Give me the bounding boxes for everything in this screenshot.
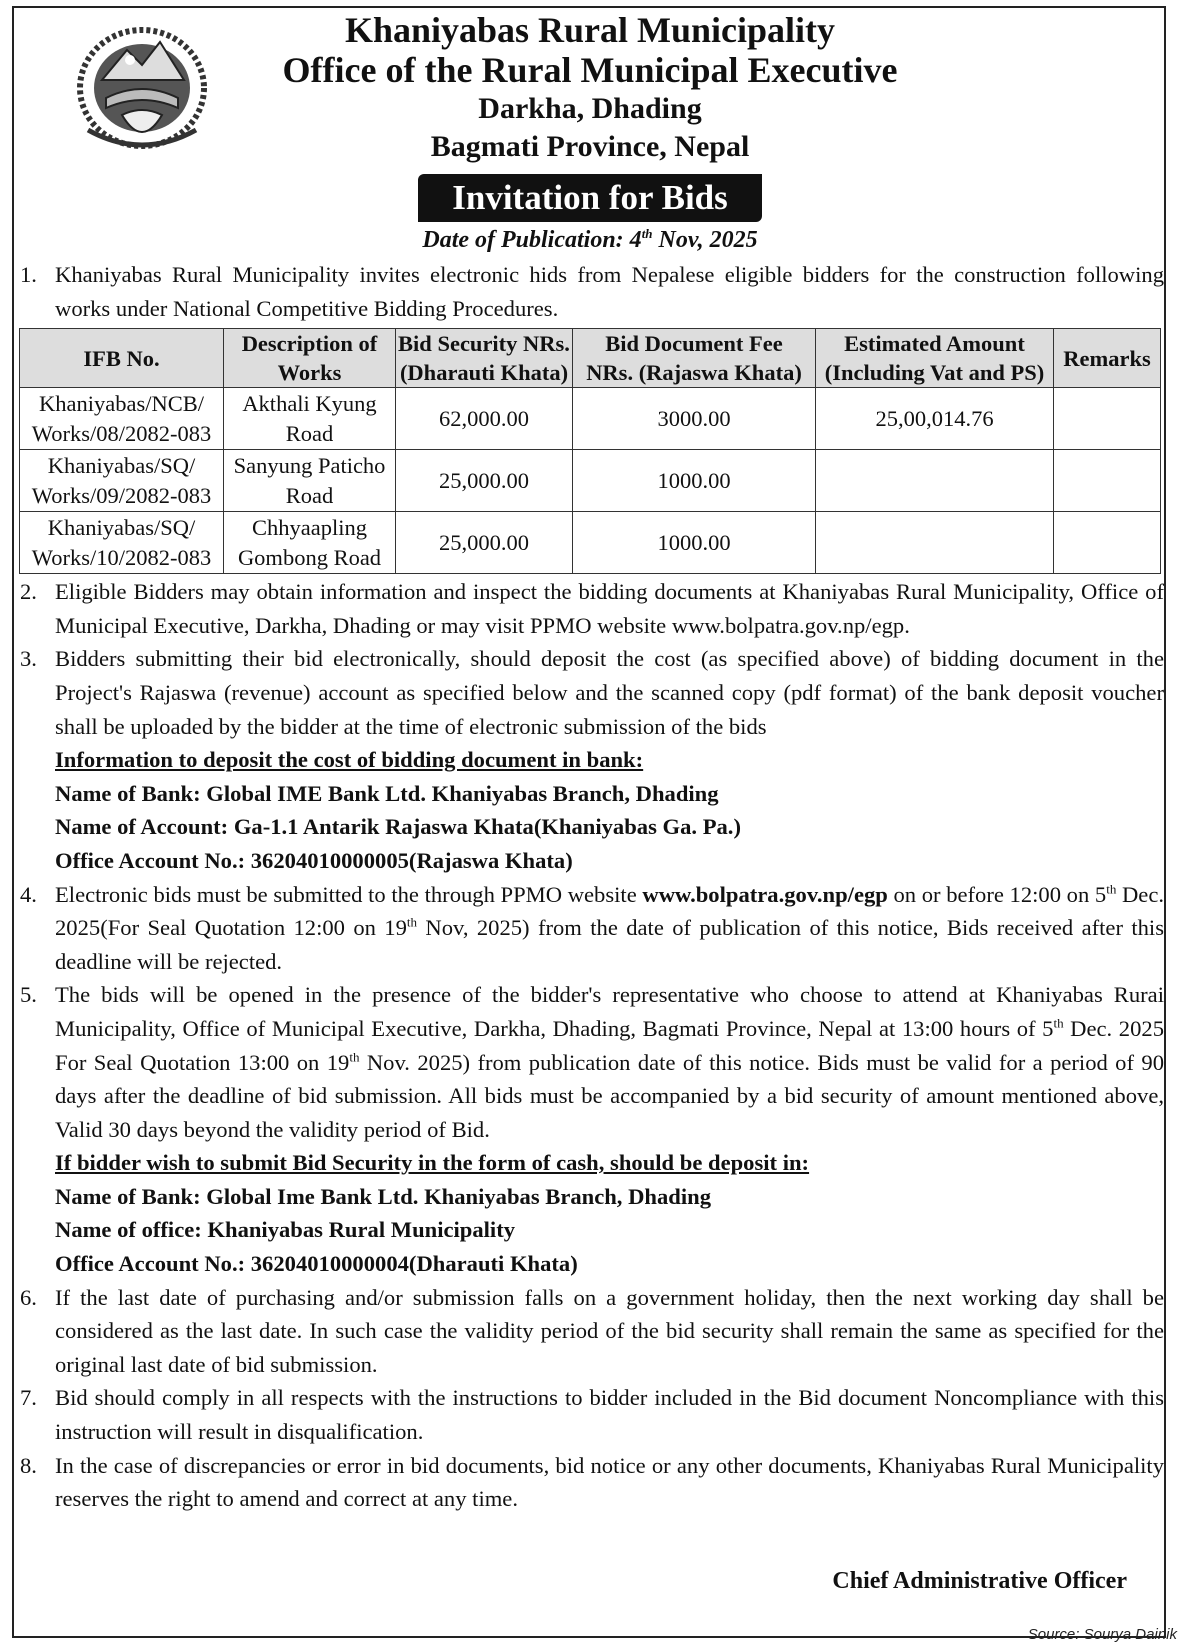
- cell-security: 25,000.00: [396, 450, 573, 512]
- cell-security: 62,000.00: [396, 388, 573, 450]
- cell-ifb: Khaniyabas/SQ/ Works/10/2082-083: [20, 512, 224, 574]
- cash-bank-name: Name of Bank: Global Ime Bank Ltd. Khaniyabas Branch, Dhading: [55, 1183, 711, 1209]
- cell-security: 25,000.00: [396, 512, 573, 574]
- bids-table: [19, 328, 1161, 574]
- cell-fee: 1000.00: [573, 512, 816, 574]
- publication-date: Date of Publication: 4th Nov, 2025: [422, 226, 758, 253]
- col-description: Description of Works: [224, 329, 396, 388]
- cell-estimate: [816, 512, 1054, 574]
- clause-8: 8. In the case of discrepancies or error in bid documents, bid notice or any other documents, Khaniyabas Rural Municipality reserves the right to amend and correct at any time.: [20, 1452, 1164, 1512]
- table-row: [20, 388, 1161, 450]
- clause-2: 2. Eligible Bidders may obtain information and inspect the bidding documents at Khaniyabas Rural Municipality, Office of Municipal Executive, Darkha, Dhading or may visit PPMO website www.bolpatra.gov.np/egp.: [20, 579, 1164, 638]
- col-remarks: Remarks: [1054, 329, 1161, 388]
- cash-account-no: Office Account No.: 36204010000004(Dharauti Khata): [55, 1251, 578, 1277]
- signatory-title: Chief Administrative Officer: [832, 1568, 1127, 1594]
- clause-1: 1. Khaniyabas Rural Municipality invites electronic hids from Nepalese eligible bidders for the construction following works under National Competitive Bidding Procedures.: [20, 262, 1164, 321]
- source-credit: Source: Sourya Dainik: [1027, 1626, 1177, 1643]
- cell-ifb: Khaniyabas/SQ/ Works/09/2082-083: [20, 450, 224, 512]
- cell-fee: 1000.00: [573, 450, 816, 512]
- office-name: Office of the Rural Municipal Executive: [282, 50, 898, 90]
- cell-desc: Akthali Kyung Road: [224, 388, 396, 450]
- col-document-fee: Bid Document Fee NRs. (Rajaswa Khata): [573, 329, 816, 388]
- table-header-row: [20, 329, 1161, 388]
- office-province: Bagmati Province, Nepal: [430, 130, 750, 163]
- notice-header: [240, 10, 940, 256]
- cash-office-name: Name of office: Khaniyabas Rural Municipality: [55, 1217, 516, 1243]
- cash-deposit-heading: If bidder wish to submit Bid Security in the form of cash, should be deposit in:: [55, 1150, 810, 1176]
- deposit-account-no: Office Account No.: 36204010000005(Rajaswa Khata): [55, 847, 573, 873]
- cell-desc: Chhyaapling Gombong Road: [224, 512, 396, 574]
- cell-estimate: 25,00,014.76: [816, 388, 1054, 450]
- cell-remarks: [1054, 388, 1161, 450]
- ppmo-website-link: www.bolpatra.gov.np/egp: [642, 881, 888, 907]
- cell-desc: Sanyung Paticho Road: [224, 450, 396, 512]
- clause-5: 5. The bids will be opened in the presence of the bidder's representative who choose to attend at Khaniyabas Rurai Municipality, Office of Municipal Executive, Darkha, Dhading, Bagmati Province, Nepal at 13:00 hours of 5th Dec. 2025 For Seal Quotation 13:00 on 19th Nov. 2025) from publication date of this notice. Bids must be valid for a period of 90 days after the deadline of bid submission. All bids must be accompanied by a bid security of amount mentioned above, Valid 30 days beyond the validity period of Bid. If bidder wish to submit Bid Security in the form of cash, should be deposit in: Name of Bank: Global Ime Bank Ltd. Khaniyabas Branch, Dhading Name of office: Khaniyabas Rural Municipality Office Account No.: 36204010000004(Dharauti Khata): [20, 978, 1164, 1280]
- cell-remarks: [1054, 512, 1161, 574]
- clause-6: 6. If the last date of purchasing and/or submission falls on a government holiday, then the next working day shall be considered as the last date. In such case the validity period of the bid security shall remain the same as specified for the original last date of bid submission.: [20, 1284, 1164, 1377]
- office-location: Darkha, Dhading: [478, 92, 702, 125]
- table-row: [20, 512, 1161, 574]
- deposit-account-name: Name of Account: Ga-1.1 Antarik Rajaswa Khata(Khaniyabas Ga. Pa.): [55, 814, 741, 840]
- clause-3: 3. Bidders submitting their bid electronically, should deposit the cost (as specified above) of bidding document in the Project's Rajaswa (revenue) account as specified below and the scanned copy (pdf format) of the bank deposit voucher shall be uploaded by the bidder at the time of electronic submission of the bids Information to deposit the cost of bidding document in bank: Name of Bank: Global IME Bank Ltd. Khaniyabas Branch, Dhading Name of Account: Ga-1.1 Antarik Rajaswa Khata(Khaniyabas Ga. Pa.) Office Account No.: 36204010000005(Rajaswa Khata): [20, 642, 1164, 877]
- deposit-info-heading: Information to deposit the cost of bidding document in bank:: [55, 747, 644, 773]
- clause-7: 7. Bid should comply in all respects with the instructions to bidder included in the Bid document Noncompliance with this instruction will result in disqualification.: [20, 1385, 1164, 1445]
- notice-body: [20, 258, 1164, 1516]
- cell-fee: 3000.00: [573, 388, 816, 450]
- table-row: [20, 450, 1161, 512]
- nepal-emblem-icon: [72, 20, 212, 155]
- cell-ifb: Khaniyabas/NCB/ Works/08/2082-083: [20, 388, 224, 450]
- col-bid-security: Bid Security NRs. (Dharauti Khata): [396, 329, 573, 388]
- clause-4: 4. Electronic bids must be submitted to the through PPMO website www.bolpatra.gov.np/egp on or before 12:00 on 5th Dec. 2025(For Seal Quotation 12:00 on 19th Nov, 2025) from the date of publication of this notice, Bids received after this deadline will be rejected.: [20, 881, 1164, 974]
- deposit-bank-name: Name of Bank: Global IME Bank Ltd. Khaniyabas Branch, Dhading: [55, 780, 719, 806]
- col-estimated-amount: Estimated Amount (Including Vat and PS): [816, 329, 1054, 388]
- notice-title: Invitation for Bids: [418, 174, 762, 222]
- cell-estimate: [816, 450, 1054, 512]
- cell-remarks: [1054, 450, 1161, 512]
- municipality-name: Khaniyabas Rural Municipality: [344, 10, 836, 50]
- col-ifb-no: IFB No.: [20, 329, 224, 388]
